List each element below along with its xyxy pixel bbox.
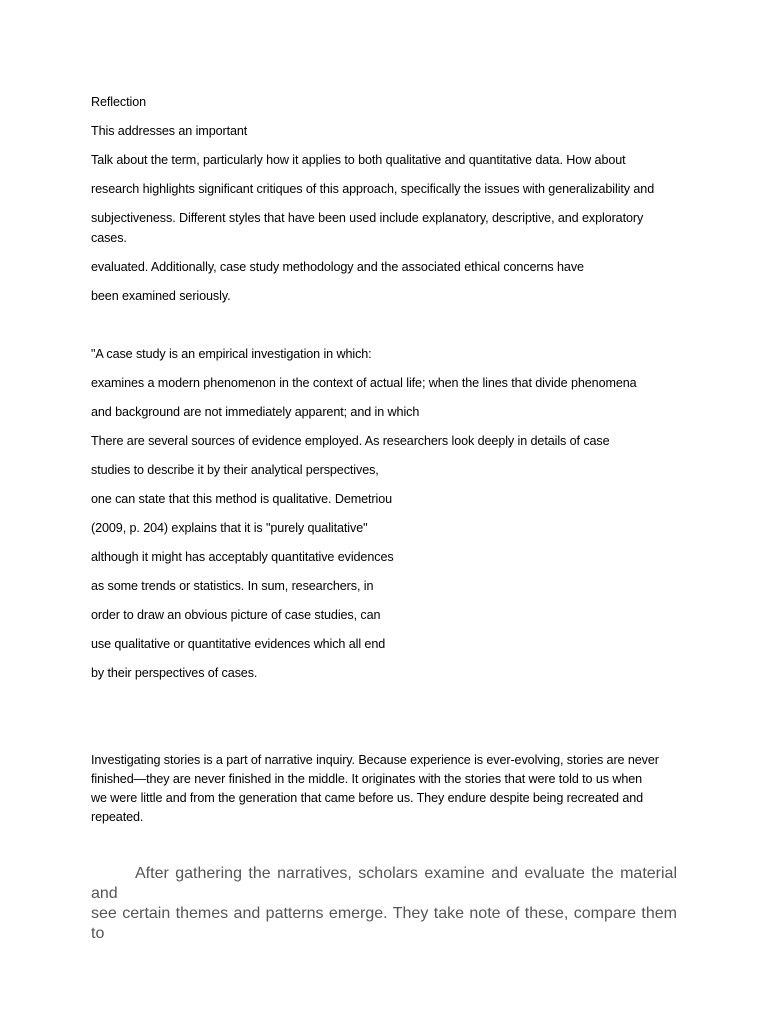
text-line: research highlights significant critiques of this approach, specifically the issues with generalizability and <box>91 182 655 196</box>
text-line: "A case study is an empirical investigation in which: <box>91 347 372 361</box>
narrative-line: repeated. <box>91 810 144 824</box>
text-line: studies to describe it by their analytical perspectives, <box>91 463 379 477</box>
text-line: (2009, p. 204) explains that it is "purely qualitative" <box>91 521 368 535</box>
text-line: use qualitative or quantitative evidences which all end <box>91 637 386 651</box>
final-paragraph <box>91 864 677 944</box>
text-line: and background are not immediately apparent; and in which <box>91 405 420 419</box>
text-line: examines a modern phenomenon in the context of actual life; when the lines that divide phenomena <box>91 376 637 390</box>
text-line: been examined seriously. <box>91 289 231 303</box>
text-line: although it might has acceptably quantitative evidences <box>91 550 394 564</box>
text-line: subjectiveness. Different styles that have been used include explanatory, descriptive, and exploratory <box>91 211 644 225</box>
text-line: one can state that this method is qualitative. Demetriou <box>91 492 393 506</box>
narrative-line: we were little and from the generation that came before us. They endure despite being recreated and <box>91 791 644 805</box>
text-line: as some trends or statistics. In sum, researchers, in <box>91 579 374 593</box>
narrative-line: Investigating stories is a part of narrative inquiry. Because experience is ever-evolving, stories are never <box>91 753 659 767</box>
text-line: evaluated. Additionally, case study methodology and the associated ethical concerns have <box>91 260 584 274</box>
final-line: After gathering the narratives, scholars examine and evaluate the material and <box>91 865 677 902</box>
text-line: There are several sources of evidence employed. As researchers look deeply in details of case <box>91 434 610 448</box>
heading: Reflection <box>91 95 147 109</box>
text-line: by their perspectives of cases. <box>91 666 258 680</box>
text-line: order to draw an obvious picture of case studies, can <box>91 608 381 622</box>
final-line: see certain themes and patterns emerge. They take note of these, compare them to <box>91 905 677 942</box>
text-line: cases. <box>91 231 127 245</box>
intro-line: This addresses an important <box>91 124 248 138</box>
text-line: Talk about the term, particularly how it applies to both qualitative and quantitative data. How about <box>91 153 626 167</box>
narrative-line: finished—they are never finished in the middle. It originates with the stories that were told to us when <box>91 772 643 786</box>
